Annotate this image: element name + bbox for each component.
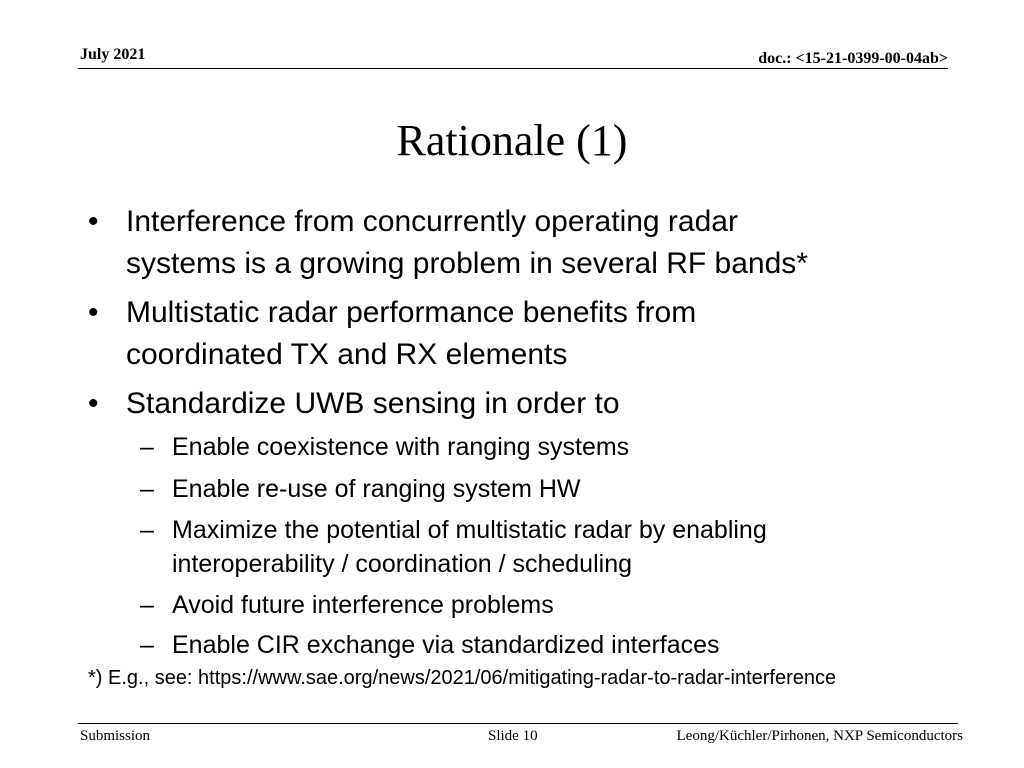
bullet-text: Standardize UWB sensing in order to (126, 387, 620, 420)
footer-slide-number: Slide 10 (488, 728, 538, 744)
bullet-marker: • (88, 205, 99, 238)
sub-bullet-text: Enable coexistence with ranging systems (172, 433, 630, 461)
sub-bullet-text: Enable re-use of ranging system HW (172, 475, 581, 503)
sub-bullet-marker: – (140, 591, 154, 619)
sub-bullet-marker: – (140, 475, 154, 503)
sub-bullet-text: Maximize the potential of multistatic radar by enabling (172, 516, 767, 544)
header-doc-id: doc.: <15-21-0399-00-04ab> (758, 50, 948, 67)
bullet-marker: • (88, 387, 99, 420)
sub-bullet-marker: – (140, 516, 154, 544)
sub-bullet-marker: – (140, 631, 154, 659)
bullet-text: Multistatic radar performance benefits from (126, 296, 697, 329)
header-date: July 2021 (80, 46, 146, 63)
sub-bullet-text: interoperability / coordination / scheduling (172, 550, 632, 578)
header-divider (78, 68, 948, 69)
footnote: *) E.g., see: https://www.sae.org/news/2021/06/mitigating-radar-to-radar-interference (88, 667, 837, 689)
bullet-text: Interference from concurrently operating radar (126, 205, 738, 238)
bullet-marker: • (88, 296, 99, 329)
bullet-text: coordinated TX and RX elements (126, 338, 568, 371)
sub-bullet-text: Avoid future interference problems (172, 591, 554, 619)
slide-title: Rationale (1) (396, 116, 628, 165)
sub-bullet-marker: – (140, 433, 154, 461)
footer-submission: Submission (80, 728, 151, 744)
footer-divider (78, 723, 958, 724)
bullet-text: systems is a growing problem in several RF bands* (126, 247, 808, 280)
footer-authors: Leong/Küchler/Pirhonen, NXP Semiconductors (676, 728, 963, 744)
sub-bullet-text: Enable CIR exchange via standardized interfaces (172, 631, 720, 659)
